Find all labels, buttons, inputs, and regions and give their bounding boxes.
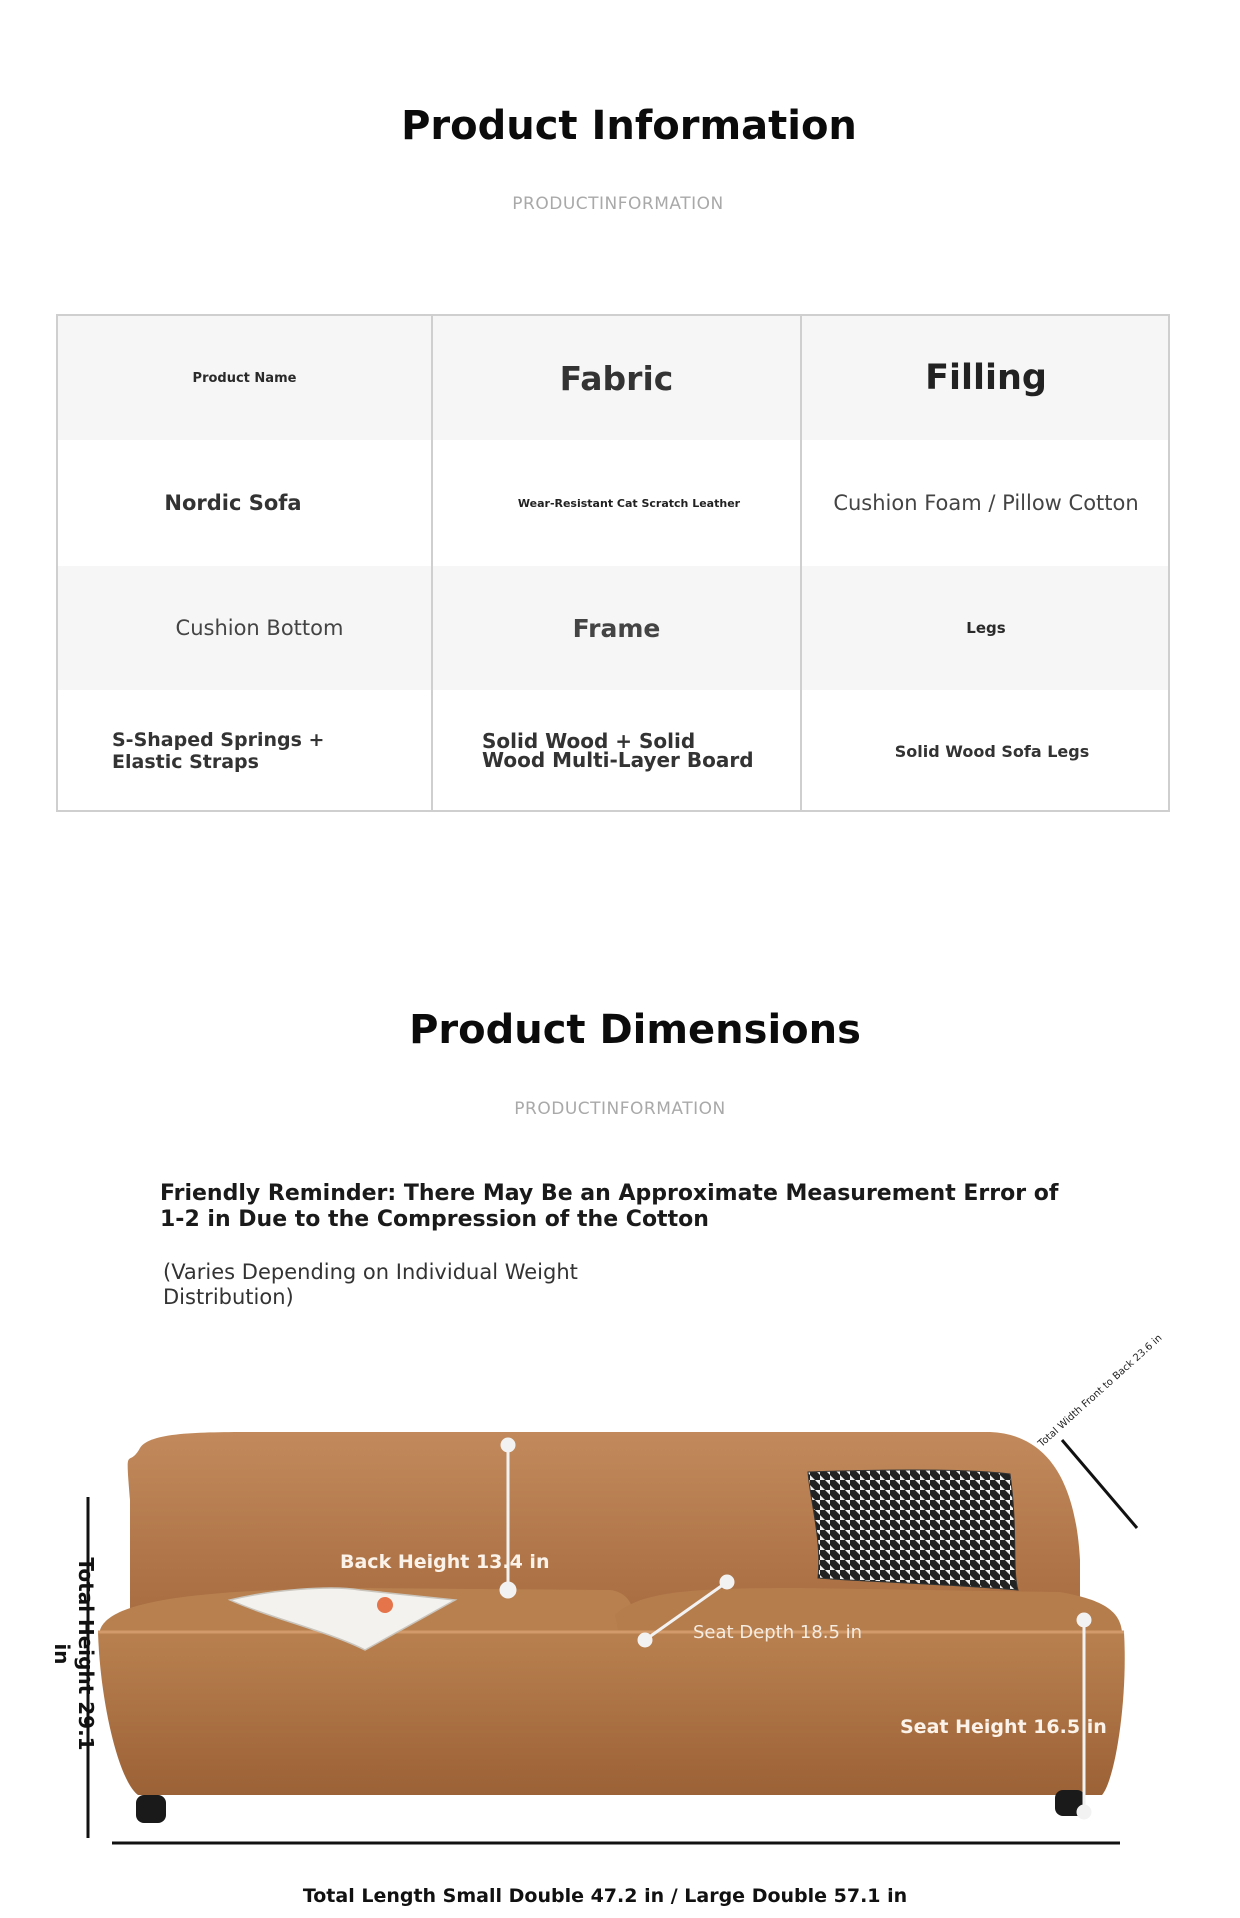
header-fabric: Fabric (559, 358, 674, 398)
value-fabric: Wear-Resistant Cat Scratch Leather (517, 496, 741, 510)
seat-height-label: Seat Height 16.5 in (900, 1716, 1107, 1738)
header-filling: Filling (925, 358, 1047, 398)
value-cushion-bottom: S-Shaped Springs + Elastic Straps (112, 729, 325, 773)
measurement-note: (Varies Depending on Individual Weight Distribution) (163, 1260, 578, 1309)
value-filling: Cushion Foam / Pillow Cotton (833, 491, 1139, 515)
value-frame: Solid Wood + Solid Wood Multi-Layer Board (482, 729, 754, 772)
back-height-label: Back Height 13.4 in (340, 1551, 550, 1573)
value-product-name: Nordic Sofa (164, 491, 302, 515)
header-cushion-bottom: Cushion Bottom (175, 616, 344, 640)
total-width-label: Total Width Front to Back 23.6 in (1036, 1332, 1165, 1450)
seat-depth-label: Seat Depth 18.5 in (693, 1622, 863, 1643)
houndstooth-pillow (808, 1470, 1018, 1590)
value-legs: Solid Wood Sofa Legs (894, 741, 1090, 761)
header-legs: Legs (966, 619, 1006, 637)
header-product-name: Product Name (192, 370, 297, 386)
header-frame: Frame (572, 613, 661, 643)
measurement-reminder: Friendly Reminder: There May Be an Approximate Measurement Error of 1-2 in Due to the Compression of the Cotton (160, 1181, 1059, 1232)
sofa-base (98, 1632, 1125, 1795)
total-length-label: Total Length Small Double 47.2 in / Large Double 57.1 in (302, 1885, 908, 1907)
dimensions-title: Product Dimensions (409, 1007, 861, 1053)
dimensions-subtitle: PRODUCTINFORMATION (514, 1099, 726, 1119)
total-height-label: Total Height 29.1 in (50, 1557, 98, 1751)
sofa-leg-left (136, 1795, 166, 1823)
info-title: Product Information (401, 103, 857, 149)
info-subtitle: PRODUCTINFORMATION (512, 194, 724, 214)
